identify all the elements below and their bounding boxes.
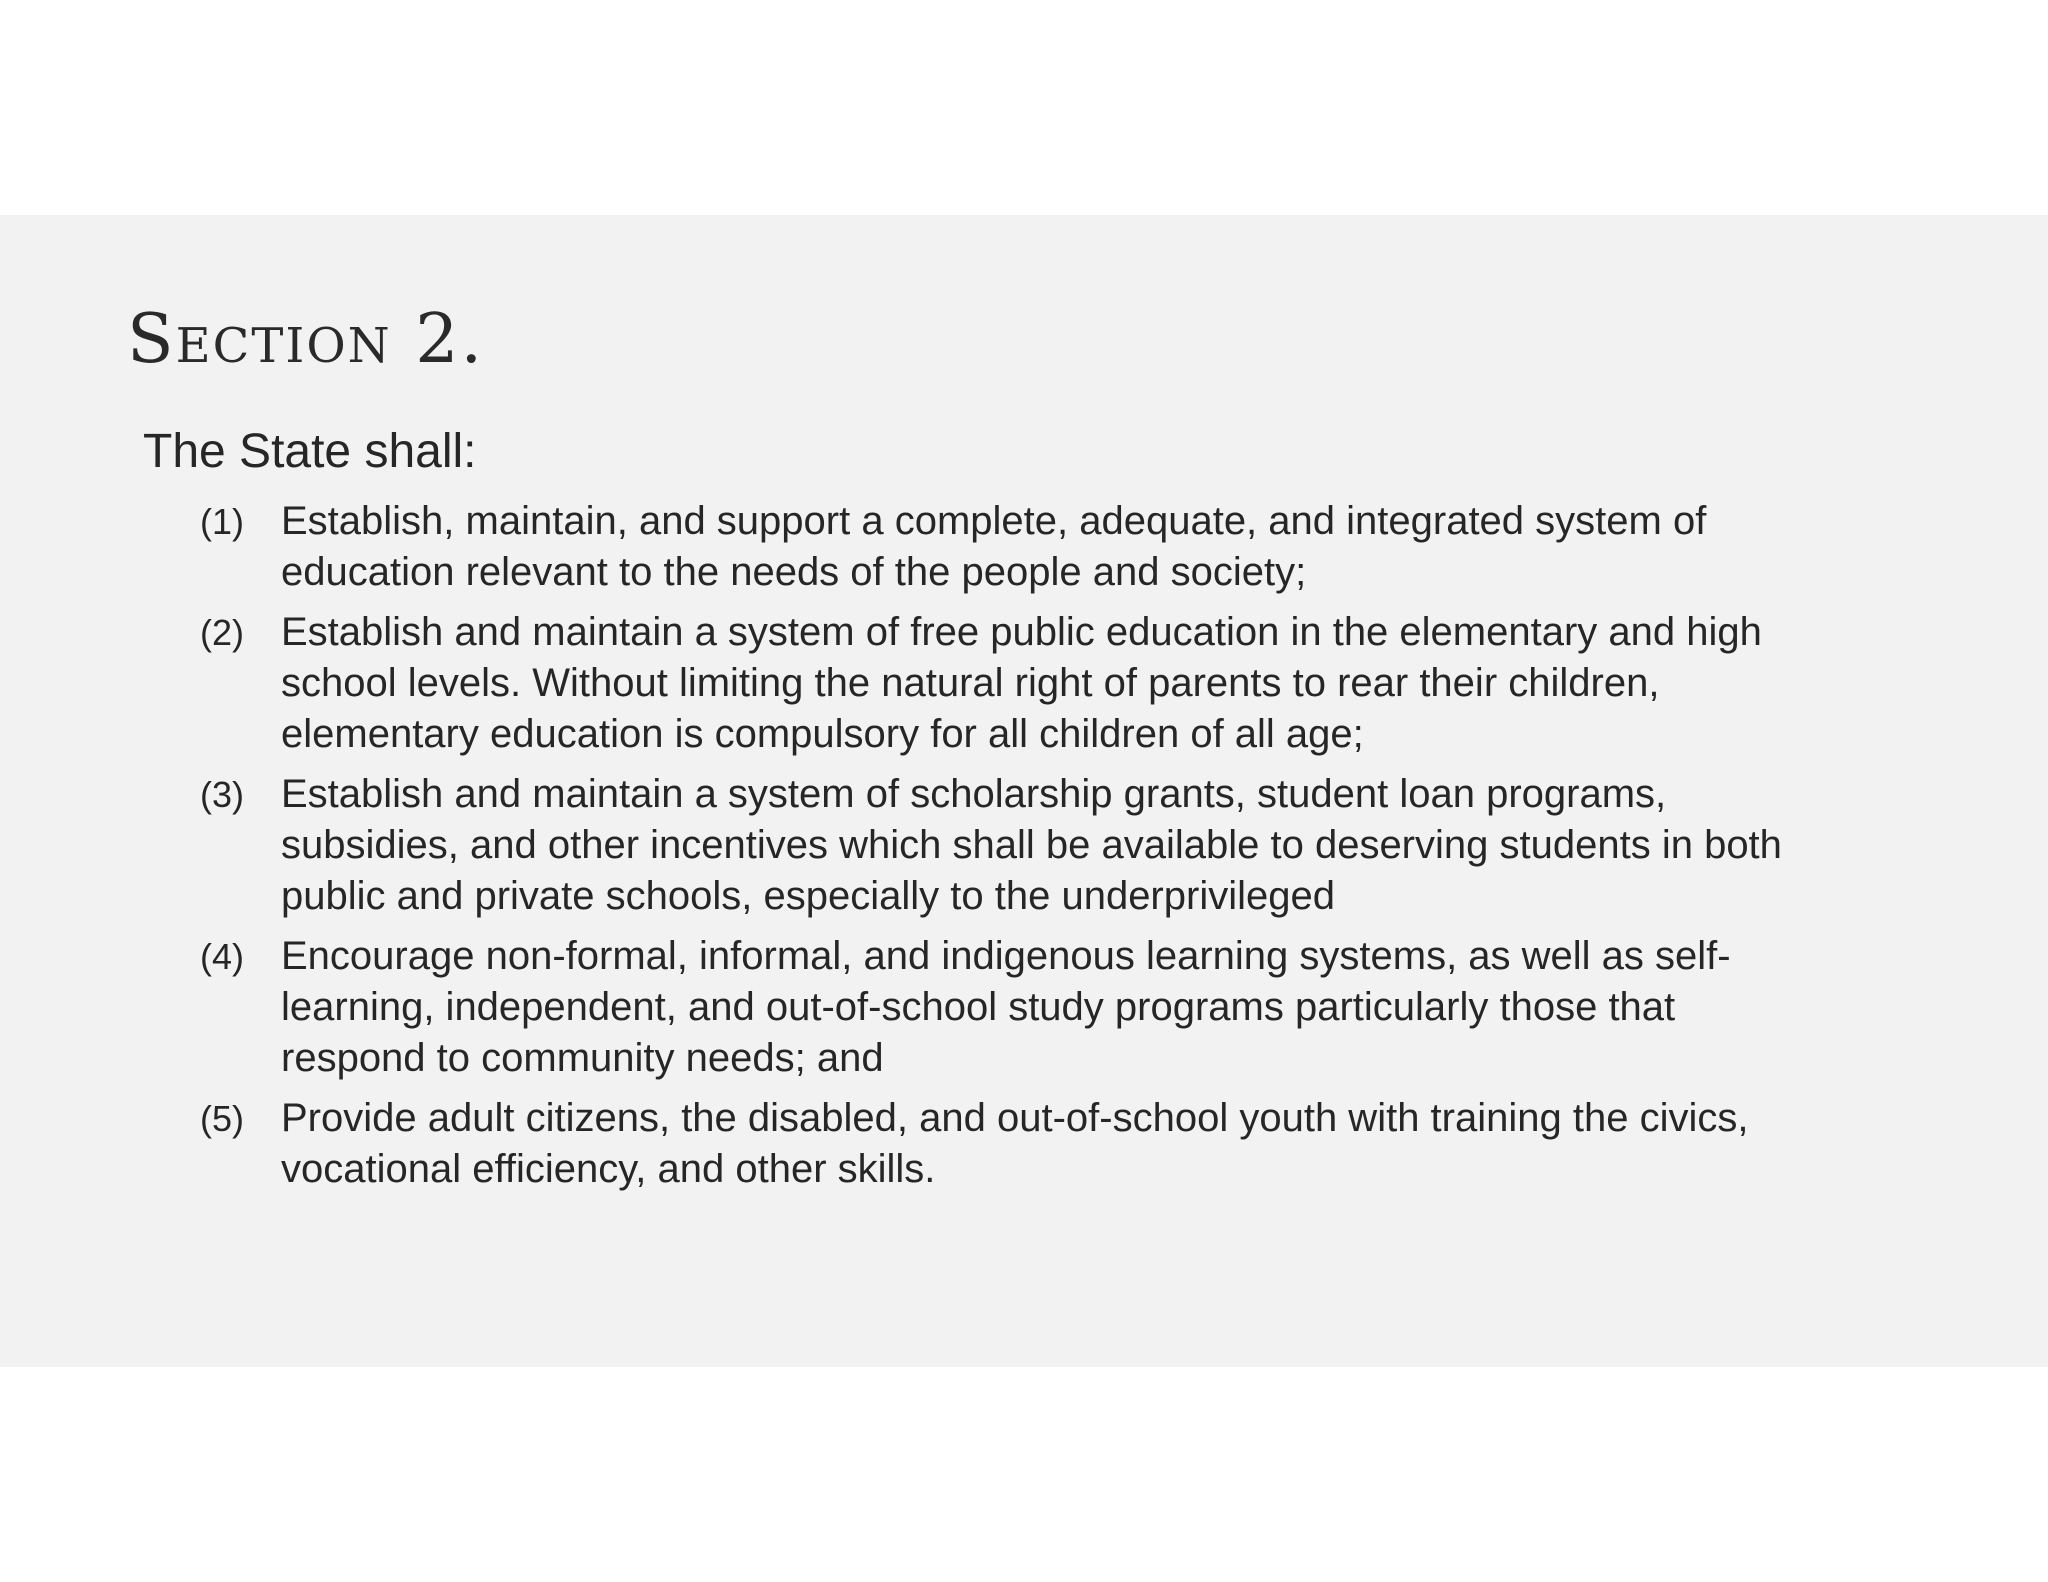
item-text (281, 1093, 1990, 1195)
section-title: Section 2. (127, 300, 485, 379)
item-text (281, 931, 1990, 1084)
list-item (200, 1093, 1990, 1195)
list-item (200, 931, 1990, 1084)
intro-text: The State shall: (143, 425, 477, 478)
item-line: Establish and maintain a system of scholarship grants, student loan programs, (281, 772, 1667, 816)
item-number: (2) (200, 612, 244, 653)
item-line: Establish and maintain a system of free public education in the elementary and high (281, 610, 1762, 654)
item-number: (4) (200, 936, 244, 977)
item-line: learning, independent, and out-of-school study programs particularly those that (281, 985, 1676, 1029)
item-number: (3) (200, 774, 244, 815)
item-line: school levels. Without limiting the natural right of parents to rear their children, (281, 661, 1660, 705)
item-number: (1) (200, 501, 244, 542)
list-item (200, 607, 1990, 760)
item-line: elementary education is compulsory for all children of all age; (281, 712, 1364, 756)
item-text (281, 496, 1990, 598)
item-line: Provide adult citizens, the disabled, and out-of-school youth with training the civics, (281, 1096, 1749, 1140)
item-text (281, 769, 1990, 922)
list-item (200, 769, 1990, 922)
item-line: vocational efficiency, and other skills. (281, 1147, 936, 1191)
item-line: public and private schools, especially to the underprivileged (281, 874, 1335, 918)
item-line: Encourage non-formal, informal, and indigenous learning systems, as well as self- (281, 934, 1731, 978)
item-line: subsidies, and other incentives which shall be available to deserving students in both (281, 823, 1782, 867)
item-line: education relevant to the needs of the people and society; (281, 550, 1307, 594)
list-item (200, 496, 1990, 598)
item-line: Establish, maintain, and support a complete, adequate, and integrated system of (281, 499, 1707, 543)
provisions-list (200, 496, 1990, 1204)
item-number: (5) (200, 1098, 244, 1139)
item-line: respond to community needs; and (281, 1036, 884, 1080)
item-text (281, 607, 1990, 760)
